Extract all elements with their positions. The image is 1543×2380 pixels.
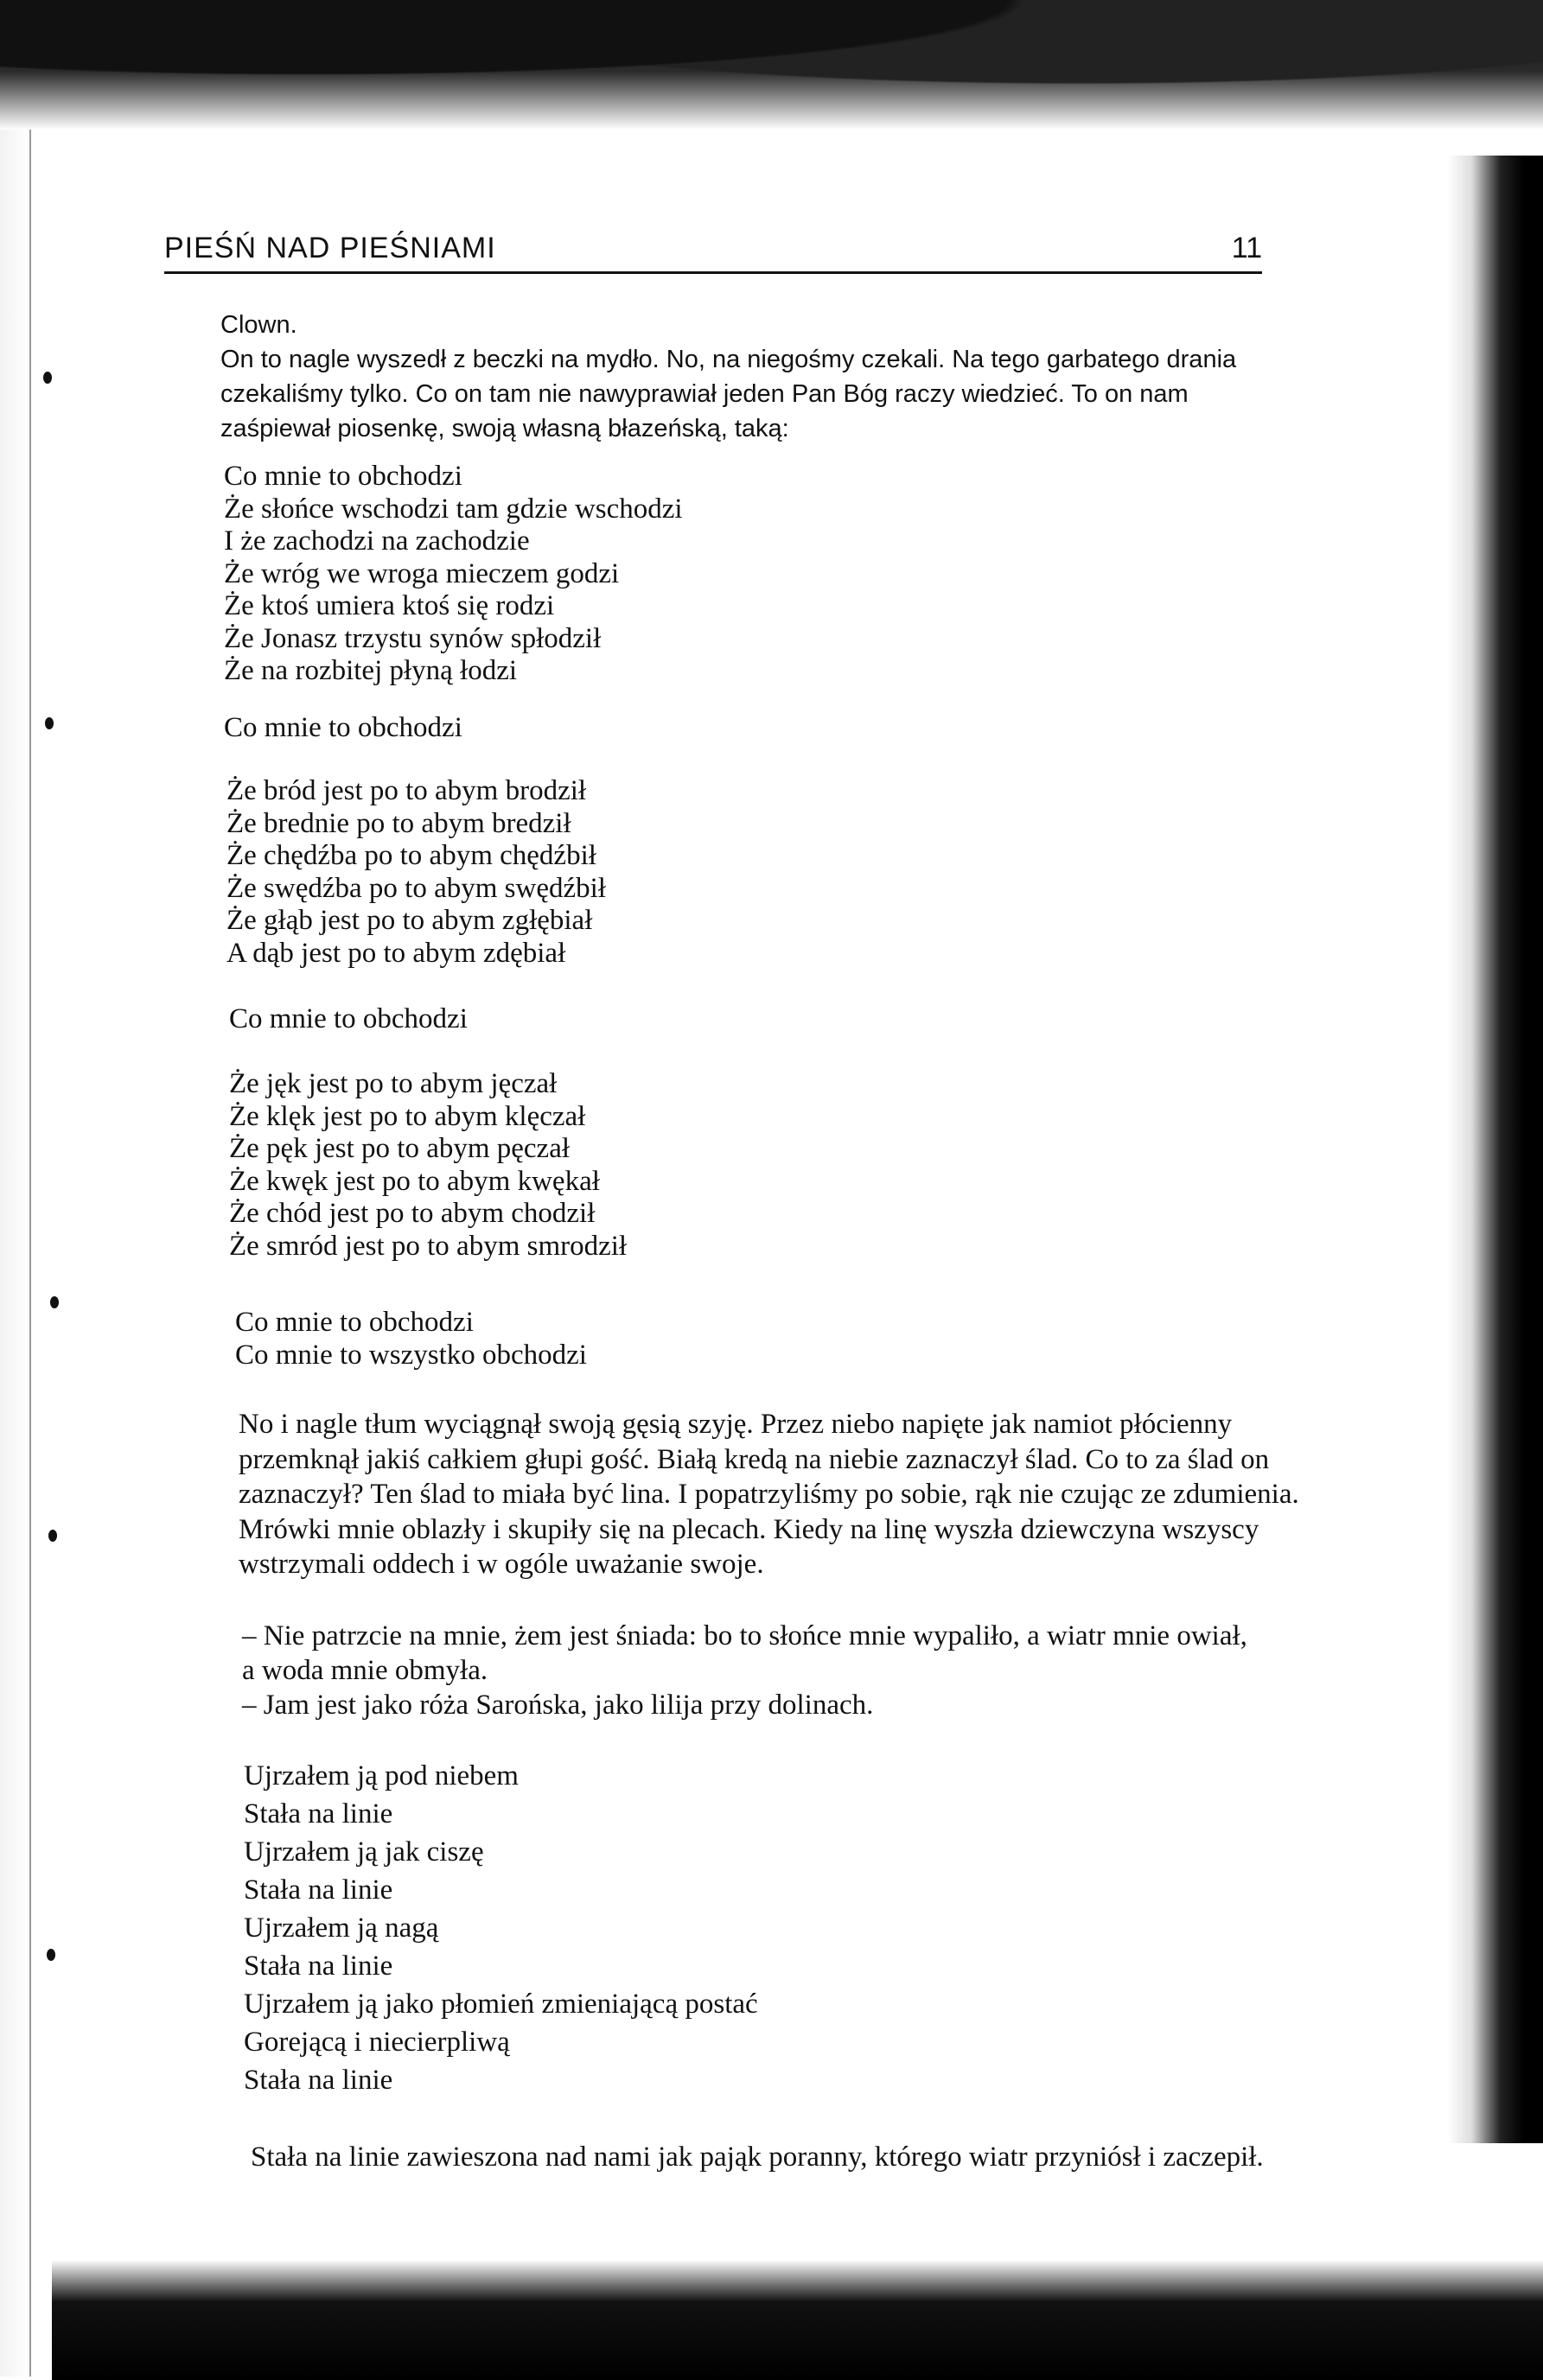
- song-refrain-2: [229, 1003, 1543, 1036]
- dialogue-line: – Jam jest jako róża Sarońska, jako lilija przy dolinach.: [242, 1690, 874, 1721]
- song-stanza-2: [226, 775, 1543, 970]
- refrain-line: Co mnie to wszystko obchodzi: [235, 1339, 587, 1371]
- scan-dark-bottom-edge: [52, 2260, 1543, 2380]
- verse-line: I że zachodzi na zachodzie: [224, 525, 530, 557]
- prose-line: No i nagle tłum wyciągnął swoją gęsią szyję. Przez niebo napięte jak namiot płócienny: [239, 1409, 1233, 1440]
- narration-paragraph: [239, 1407, 1543, 1582]
- verse-line: A dąb jest po to abym zdębiał: [226, 937, 566, 969]
- verse-line: Ujrzałem ją nagą: [244, 1912, 439, 1944]
- verse-line: Że chód jest po to abym chodził: [229, 1198, 596, 1229]
- verse-line: Że smród jest po to abym smrodził: [229, 1230, 628, 1262]
- verse-line: Stała na linie: [244, 1874, 393, 1906]
- song-stanza-3: [229, 1068, 1543, 1263]
- intro-paragraph: [220, 308, 1344, 446]
- song-stanza-1: [224, 461, 1543, 688]
- verse-line: Że wróg we wroga mieczem godzi: [224, 557, 620, 589]
- scan-speck: [43, 372, 52, 384]
- intro-line: zaśpiewał piosenkę, swoją własną błazeńską, taką:: [220, 415, 789, 442]
- verse-line: Że słońce wschodzi tam gdzie wschodzi: [224, 493, 683, 525]
- verse-line: Że kwęk jest po to abym kwękał: [229, 1165, 600, 1197]
- scan-dark-top-edge: [0, 0, 1543, 130]
- song-refrain-3: [235, 1307, 1543, 1371]
- verse-line: Ujrzałem ją jak ciszę: [244, 1836, 484, 1868]
- verse-line: Że klęk jest po to abym klęczał: [229, 1100, 586, 1132]
- refrain-line: Co mnie to obchodzi: [235, 1307, 474, 1338]
- scan-speck: [50, 1296, 59, 1308]
- refrain-line: Co mnie to obchodzi: [229, 1003, 468, 1034]
- prose-line: Stała na linie zawieszona nad nami jak pająk poranny, którego wiatr przyniósł i zaczepił.: [251, 2141, 1264, 2173]
- verse-line: Stała na linie: [244, 1798, 393, 1830]
- prose-line: przemknął jakiś całkiem głupi gość. Białą kredą na niebie zaznaczył ślad. Co to za ślad on: [239, 1443, 1270, 1475]
- verse-line: Ujrzałem ją jako płomień zmieniającą postać: [244, 1989, 758, 2020]
- dialogue-line: a woda mnie obmyła.: [242, 1655, 488, 1686]
- verse-line: Że na rozbitej płyną łodzi: [224, 655, 518, 686]
- prose-line: zaznaczył? Ten ślad to miała być lina. I popatrzyliśmy po sobie, rąk nie czując ze zdumienia.: [239, 1479, 1299, 1510]
- scan-speck: [48, 1530, 57, 1542]
- verse-line: Ujrzałem ją pod niebem: [244, 1760, 519, 1791]
- refrain-line: Co mnie to obchodzi: [224, 712, 462, 743]
- verse-line: Że chędźba po to abym chędźbił: [226, 840, 596, 871]
- verse-line: Że ktoś umiera ktoś się rodzi: [224, 590, 555, 621]
- verse-line: Gorejącą i niecierpliwą: [244, 2027, 510, 2058]
- intro-line: Clown.: [220, 311, 297, 339]
- prose-line: wstrzymali oddech i w ogóle uważanie swoje.: [239, 1549, 764, 1580]
- verse-line: Że głąb jest po to abym zgłębiał: [226, 905, 593, 936]
- poem-tightrope: [244, 1757, 1543, 2099]
- dialogue-block: [242, 1619, 1543, 1722]
- verse-line: Że jęk jest po to abym jęczał: [229, 1068, 558, 1099]
- verse-line: Co mnie to obchodzi: [224, 461, 462, 492]
- verse-line: Że brednie po to abym bredził: [226, 807, 571, 839]
- song-refrain-1: [224, 712, 1543, 745]
- page-header: [164, 232, 1262, 274]
- prose-line: Mrówki mnie oblazły i skupiły się na plecach. Kiedy na linę wyszła dziewczyna wszyscy: [239, 1513, 1259, 1545]
- verse-line: Że Jonasz trzystu synów spłodził: [224, 622, 602, 654]
- verse-line: Stała na linie: [244, 2065, 393, 2096]
- scan-speck: [47, 1949, 55, 1961]
- intro-line: On to nagle wyszedł z beczki na mydło. No, na niegośmy czekali. Na tego garbatego drania: [220, 346, 1237, 373]
- page-number: 11: [1231, 232, 1262, 264]
- closing-paragraph: [251, 2140, 1543, 2175]
- verse-line: Stała na linie: [244, 1950, 393, 1982]
- verse-line: Że swędźba po to abym swędźbił: [226, 872, 606, 904]
- intro-line: czekaliśmy tylko. Co on tam nie nawyprawiał jeden Pan Bóg raczy wiedzieć. To on nam: [220, 380, 1189, 408]
- scan-speck: [45, 717, 54, 729]
- scan-left-edge: [0, 130, 31, 2377]
- verse-line: Że bród jest po to abym brodził: [226, 775, 587, 806]
- dialogue-line: – Nie patrzcie na mnie, żem jest śniada: bo to słońce mnie wypaliło, a wiatr mnie owiał,: [242, 1620, 1247, 1651]
- verse-line: Że pęk jest po to abym pęczał: [229, 1133, 571, 1164]
- running-title: PIEŚŃ NAD PIEŚNIAMI: [164, 232, 496, 264]
